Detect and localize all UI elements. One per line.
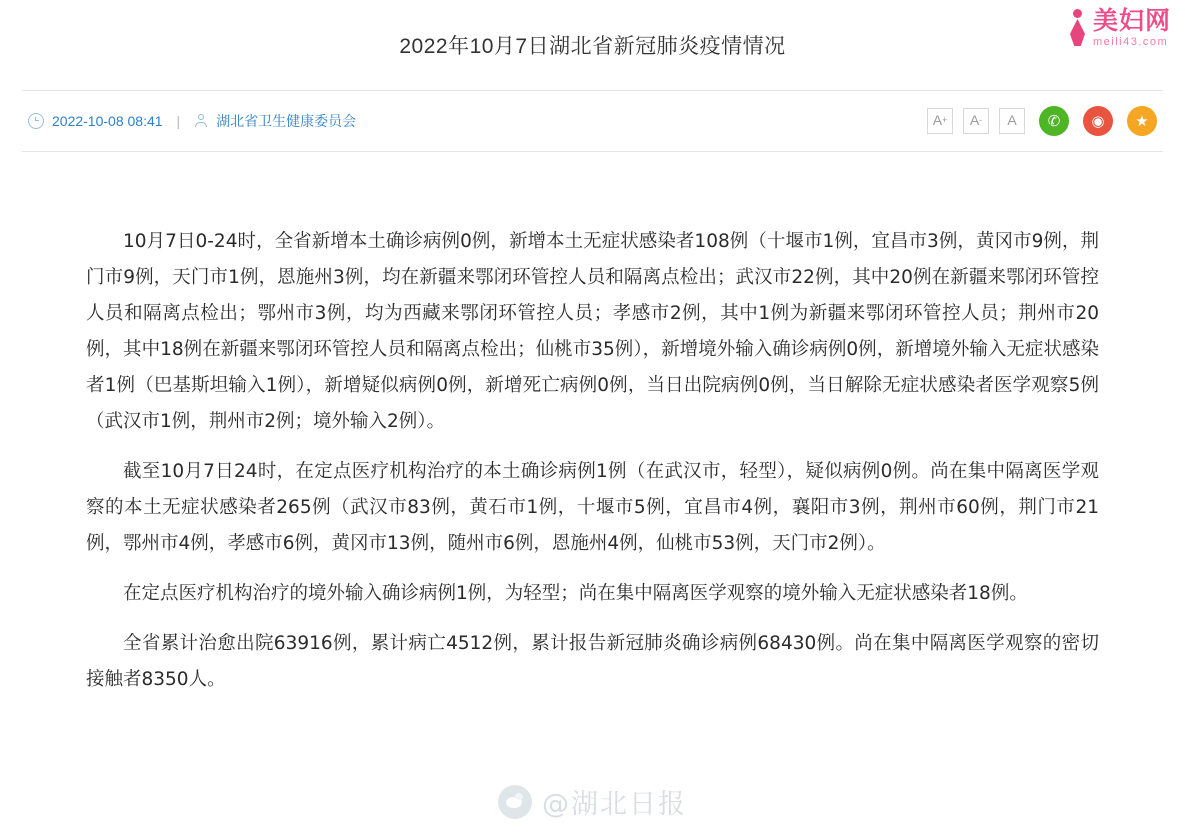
site-watermark-top bbox=[1067, 8, 1171, 48]
font-decrease-label: A bbox=[969, 112, 980, 128]
weibo-icon[interactable] bbox=[1083, 106, 1113, 136]
weibo-glyph: ◉ bbox=[1091, 113, 1105, 130]
article-meta-bar bbox=[22, 90, 1163, 152]
article-paragraph: 10月7日0-24时，全省新增本土确诊病例0例，新增本土无症状感染者108例（十堰市1例，宜昌市3例，黄冈市9例，荆门市9例，天门市1例，恩施州3例，均在新疆来鄂闭环管控人员和隔离点检出；武汉市22例，其中20例在新疆来鄂闭环管控人员和隔离点检出；鄂州市3例，均为西藏来鄂闭环管控人员；孝感市2例，其中1例为新疆来鄂闭环管控人员；荆州市20例，其中18例在新疆来鄂闭环管控人员和隔离点检出；仙桃市35例），新增境外输入确诊病例0例，新增境外输入无症状感染者1例（巴基斯坦输入1例），新增疑似病例0例，新增死亡病例0例，当日出院病例0例，当日解除无症状感染者医学观察5例（武汉市1例，荆州市2例；境外输入2例）。 bbox=[86, 231, 1099, 432]
watermark-bottom bbox=[0, 782, 1185, 821]
article-paragraph: 全省累计治愈出院63916例，累计病亡4512例，累计报告新冠肺炎确诊病例68430例。尚在集中隔离医学观察的密切接触者8350人。 bbox=[86, 633, 1099, 690]
font-default-button[interactable] bbox=[999, 108, 1025, 134]
star-glyph: ★ bbox=[1135, 113, 1149, 130]
article-paragraph: 在定点医疗机构治疗的境外输入确诊病例1例，为轻型；尚在集中隔离医学观察的境外输入无症状感染者18例。 bbox=[123, 583, 1028, 604]
font-increase-label: A bbox=[932, 112, 943, 128]
watermark-bottom-text: @湖北日报 bbox=[542, 789, 687, 820]
clock-icon bbox=[28, 113, 44, 129]
article-paragraph: 截至10月7日24时，在定点医疗机构治疗的本土确诊病例1例（在武汉市，轻型），疑似病例0例。尚在集中隔离医学观察的本土无症状感染者265例（武汉市83例，黄石市1例，十堰市5例，宜昌市4例，襄阳市3例，荆州市60例，荆门市21例，鄂州市4例，孝感市6例，黄冈市13例，随州市6例，恩施州4例，仙桃市53例，天门市2例）。 bbox=[86, 461, 1099, 554]
font-decrease-sup: - bbox=[979, 115, 983, 125]
wechat-glyph: ✆ bbox=[1047, 113, 1061, 130]
article-source[interactable]: 湖北省卫生健康委员会 bbox=[216, 113, 357, 129]
star-icon[interactable] bbox=[1127, 106, 1157, 136]
female-figure-icon bbox=[1067, 8, 1089, 48]
font-default-label: A bbox=[1007, 112, 1017, 128]
meta-left-group bbox=[28, 111, 356, 131]
font-increase-sup: + bbox=[942, 115, 948, 125]
page-title: 2022年10月7日湖北省新冠肺炎疫情情况 bbox=[399, 35, 786, 58]
font-decrease-button[interactable] bbox=[963, 108, 989, 134]
meta-separator: | bbox=[176, 113, 181, 129]
article-body bbox=[86, 224, 1099, 698]
meta-toolbar bbox=[927, 106, 1157, 136]
source-icon bbox=[194, 114, 208, 128]
weibo-logo-icon bbox=[498, 785, 532, 819]
wechat-icon[interactable] bbox=[1039, 106, 1069, 136]
watermark-brand: 美妇网 bbox=[1092, 6, 1171, 35]
watermark-domain: meili43.com bbox=[1092, 35, 1169, 48]
publish-date: 2022-10-08 08:41 bbox=[52, 113, 163, 129]
font-increase-button[interactable] bbox=[927, 108, 953, 134]
